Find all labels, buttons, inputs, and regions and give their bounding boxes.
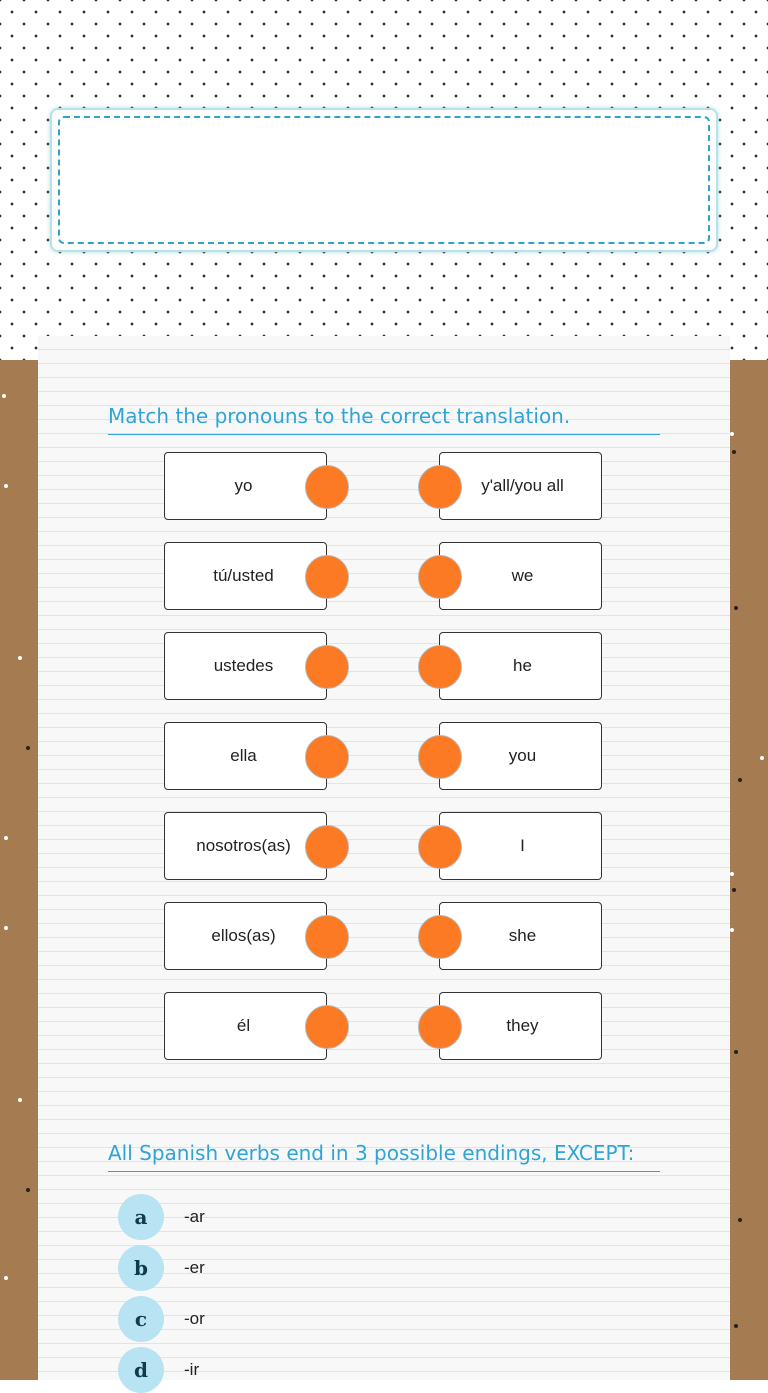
left-match-label: tú/usted <box>213 566 274 585</box>
left-connector-knob[interactable] <box>305 465 349 509</box>
question-2-prompt: All Spanish verbs end in 3 possible endings, EXCEPT: <box>108 1141 660 1172</box>
left-match-item[interactable] <box>164 722 327 790</box>
title-dashed-border <box>58 116 710 244</box>
cork-dot <box>730 928 734 932</box>
right-match-item[interactable] <box>439 992 602 1060</box>
right-connector-knob[interactable] <box>418 735 462 779</box>
right-match-label: they <box>506 1016 539 1035</box>
cork-dot <box>732 450 736 454</box>
left-connector-knob[interactable] <box>305 735 349 779</box>
left-connector-knob[interactable] <box>305 555 349 599</box>
cork-dot <box>730 872 734 876</box>
cork-dot <box>738 778 742 782</box>
right-match-label: he <box>513 656 532 675</box>
right-connector-knob[interactable] <box>418 465 462 509</box>
left-match-label: ellos(as) <box>211 926 276 945</box>
right-match-item[interactable] <box>439 722 602 790</box>
cork-dot <box>18 1098 22 1102</box>
option-letter-a[interactable]: a <box>118 1194 164 1240</box>
left-match-item[interactable] <box>164 812 327 880</box>
right-match-label: you <box>508 746 537 765</box>
cork-dot <box>26 746 30 750</box>
cork-dot <box>4 1276 8 1280</box>
right-match-label: y'all/you all <box>481 476 564 495</box>
cork-dot <box>734 1050 738 1054</box>
cork-dot <box>734 1324 738 1328</box>
right-connector-knob[interactable] <box>418 555 462 599</box>
option-text[interactable]: -er <box>184 1258 205 1277</box>
right-match-item[interactable] <box>439 542 602 610</box>
option-text[interactable]: -ir <box>184 1360 200 1379</box>
left-match-item[interactable] <box>164 632 327 700</box>
worksheet-title-box[interactable] <box>50 108 718 252</box>
left-connector-knob[interactable] <box>305 825 349 869</box>
option-letter-b[interactable]: b <box>118 1245 164 1291</box>
left-match-item[interactable] <box>164 992 327 1060</box>
right-match-item[interactable] <box>439 902 602 970</box>
right-match-item[interactable] <box>439 452 602 520</box>
cork-dot <box>18 656 22 660</box>
cork-dot <box>4 926 8 930</box>
left-match-label: nosotros(as) <box>196 836 291 855</box>
option-letter-c[interactable]: c <box>118 1296 164 1342</box>
right-match-item[interactable] <box>439 632 602 700</box>
cork-dot <box>734 606 738 610</box>
right-match-item[interactable] <box>439 812 602 880</box>
right-connector-knob[interactable] <box>418 1005 462 1049</box>
left-match-label: ella <box>230 746 257 765</box>
right-connector-knob[interactable] <box>418 825 462 869</box>
left-match-item[interactable] <box>164 902 327 970</box>
left-connector-knob[interactable] <box>305 915 349 959</box>
option-letter-d[interactable]: d <box>118 1347 164 1393</box>
left-connector-knob[interactable] <box>305 645 349 689</box>
cork-dot <box>730 432 734 436</box>
option-text[interactable]: -or <box>184 1309 205 1328</box>
cork-dot <box>4 836 8 840</box>
left-match-item[interactable] <box>164 452 327 520</box>
left-match-label: yo <box>234 476 253 495</box>
right-match-label: she <box>508 926 537 945</box>
left-match-label: ustedes <box>213 656 274 675</box>
cork-dot <box>2 394 6 398</box>
right-connector-knob[interactable] <box>418 645 462 689</box>
cork-dot <box>732 888 736 892</box>
cork-dot <box>4 484 8 488</box>
right-connector-knob[interactable] <box>418 915 462 959</box>
cork-dot <box>760 756 764 760</box>
left-match-item[interactable] <box>164 542 327 610</box>
left-connector-knob[interactable] <box>305 1005 349 1049</box>
question-1-prompt: Match the pronouns to the correct translation. <box>108 404 660 435</box>
right-match-label: I <box>520 836 525 855</box>
cork-dot <box>738 1218 742 1222</box>
cork-dot <box>26 1188 30 1192</box>
right-match-label: we <box>511 566 534 585</box>
option-text[interactable]: -ar <box>184 1207 205 1226</box>
left-match-label: él <box>236 1016 251 1035</box>
